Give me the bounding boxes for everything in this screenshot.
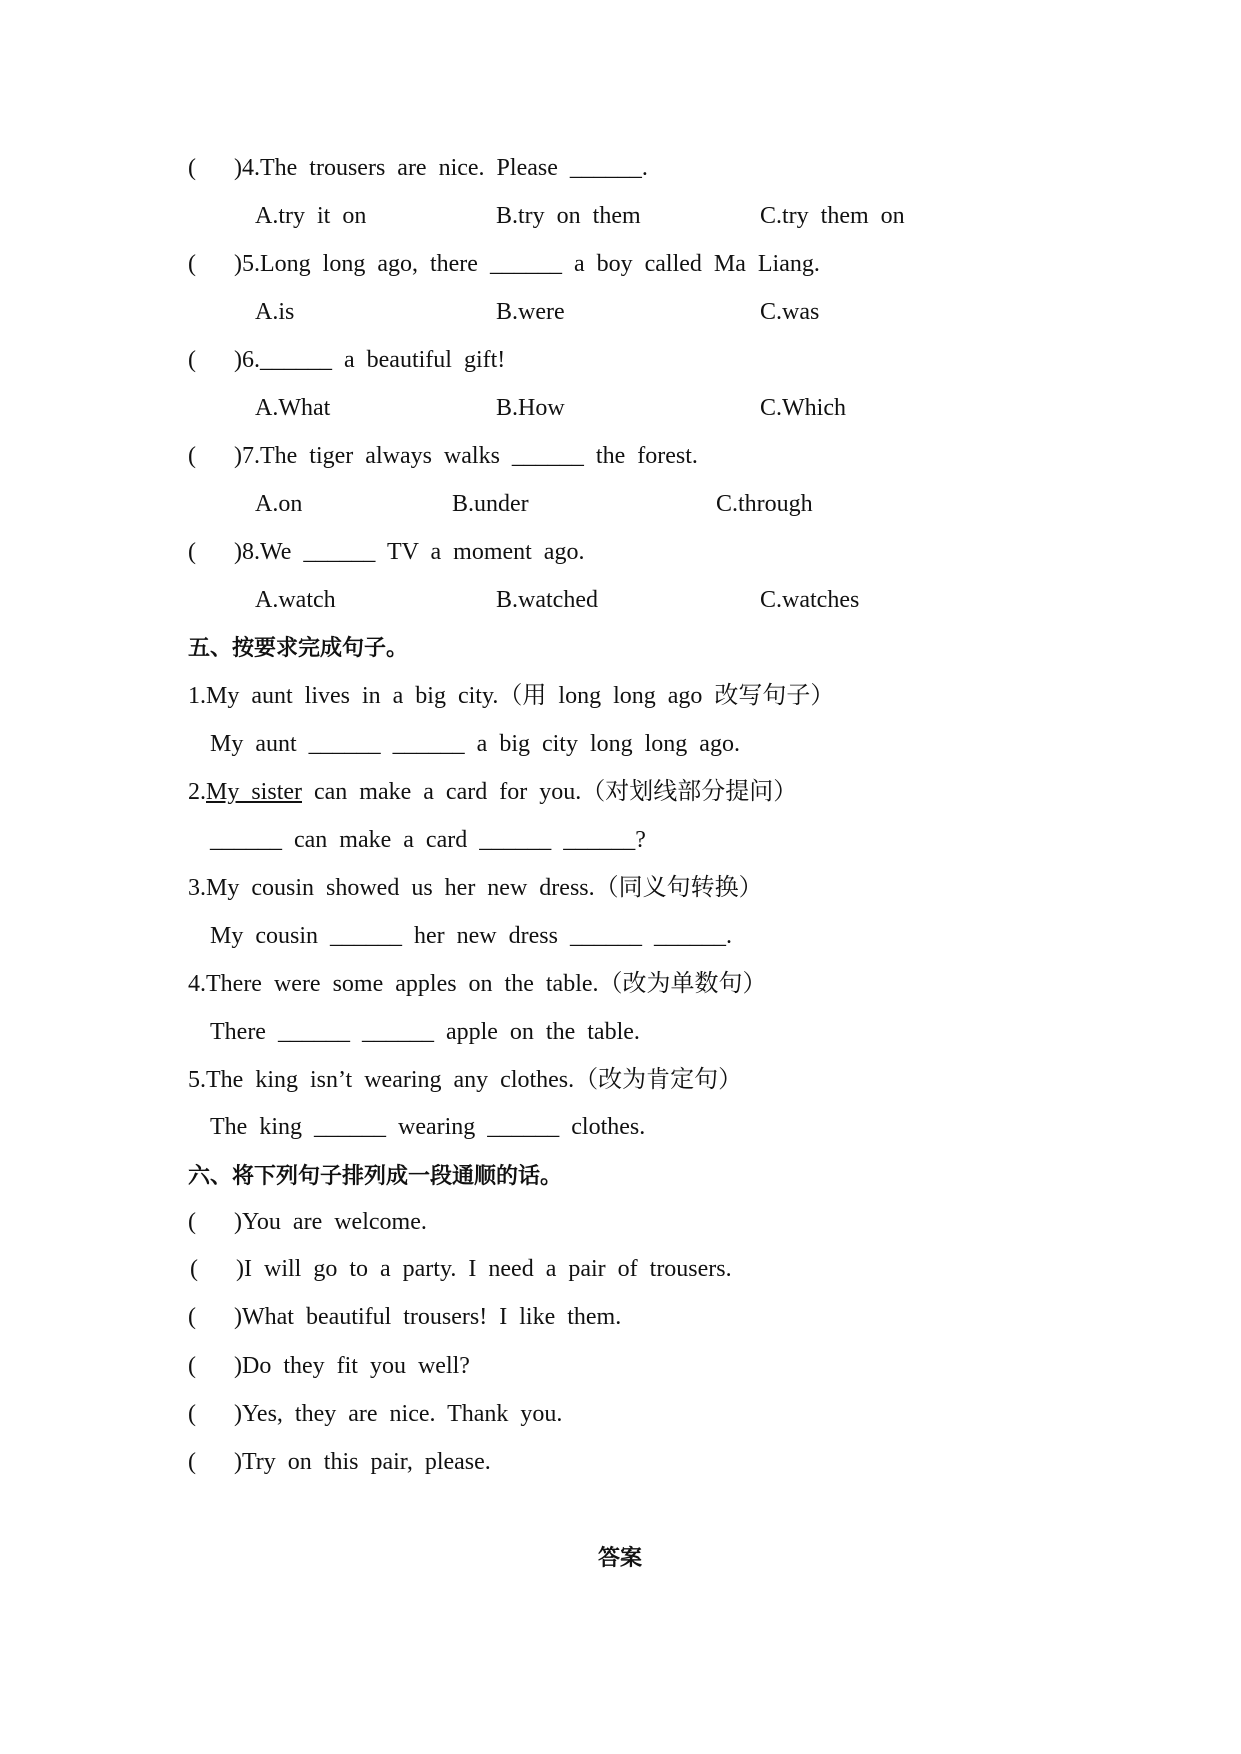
- option-c: C.try them on: [760, 203, 905, 229]
- answer-line: ______ can make a card ______ ______?: [210, 827, 646, 853]
- option-a: A.is: [255, 299, 295, 325]
- option-b: B.under: [452, 491, 529, 517]
- question: 3.My cousin showed us her new dress.（同义句转换）: [188, 875, 763, 901]
- question: 5.The king isn’t wearing any clothes.（改为肯定句）: [188, 1067, 743, 1093]
- section-title: 六、将下列句子排列成一段通顺的话。: [188, 1163, 563, 1189]
- sentence-item: )You are welcome.: [234, 1209, 427, 1235]
- q-number: 2.: [188, 779, 206, 805]
- sentence-item: )I will go to a party. I need a pair of trousers.: [236, 1256, 732, 1282]
- option-a: A.on: [255, 491, 303, 517]
- answer-paren: (: [188, 251, 196, 277]
- question-stem: )7.The tiger always walks ______ the forest.: [234, 443, 698, 469]
- option-c: C.Which: [760, 395, 846, 421]
- answer-paren: (: [188, 1401, 196, 1427]
- option-a: A.What: [255, 395, 331, 421]
- question-stem: )5.Long long ago, there ______ a boy called Ma Liang.: [234, 251, 820, 277]
- answer-paren: (: [188, 443, 196, 469]
- answer-line: My aunt ______ ______ a big city long long ago.: [210, 731, 740, 757]
- q-rest: can make a card for you.（对划线部分提问）: [302, 779, 798, 805]
- question: 4.There were some apples on the table.（改为单数句）: [188, 971, 767, 997]
- answer-paren: (: [188, 1304, 196, 1330]
- answer-heading: 答案: [598, 1545, 643, 1571]
- option-b: B.were: [496, 299, 565, 325]
- option-c: C.was: [760, 299, 820, 325]
- question: 1.My aunt lives in a big city.（用 long long ago 改写句子）: [188, 683, 835, 709]
- option-c: C.through: [716, 491, 813, 517]
- answer-paren: (: [188, 539, 196, 565]
- option-b: B.How: [496, 395, 565, 421]
- answer-paren: (: [188, 347, 196, 373]
- answer-paren: (: [188, 155, 196, 181]
- answer-paren: (: [188, 1209, 196, 1235]
- sentence-item: )What beautiful trousers! I like them.: [234, 1304, 622, 1330]
- question-stem: )6.______ a beautiful gift!: [234, 347, 506, 373]
- question-stem: )8.We ______ TV a moment ago.: [234, 539, 585, 565]
- answer-line: There ______ ______ apple on the table.: [210, 1019, 640, 1045]
- answer-line: My cousin ______ her new dress ______ ______.: [210, 923, 732, 949]
- answer-paren: (: [190, 1256, 198, 1282]
- sentence-item: )Do they fit you well?: [234, 1353, 470, 1379]
- option-a: A.try it on: [255, 203, 367, 229]
- section-title: 五、按要求完成句子。: [188, 635, 409, 661]
- question: [188, 777, 797, 807]
- question-stem: )4.The trousers are nice. Please ______.: [234, 155, 648, 181]
- sentence-item: )Try on this pair, please.: [234, 1449, 491, 1475]
- option-b: B.watched: [496, 587, 598, 613]
- underlined-phrase: My sister: [206, 779, 302, 805]
- option-b: B.try on them: [496, 203, 641, 229]
- answer-line: The king ______ wearing ______ clothes.: [210, 1114, 646, 1140]
- option-c: C.watches: [760, 587, 860, 613]
- option-a: A.watch: [255, 587, 336, 613]
- answer-paren: (: [188, 1353, 196, 1379]
- sentence-item: )Yes, they are nice. Thank you.: [234, 1401, 563, 1427]
- answer-paren: (: [188, 1449, 196, 1475]
